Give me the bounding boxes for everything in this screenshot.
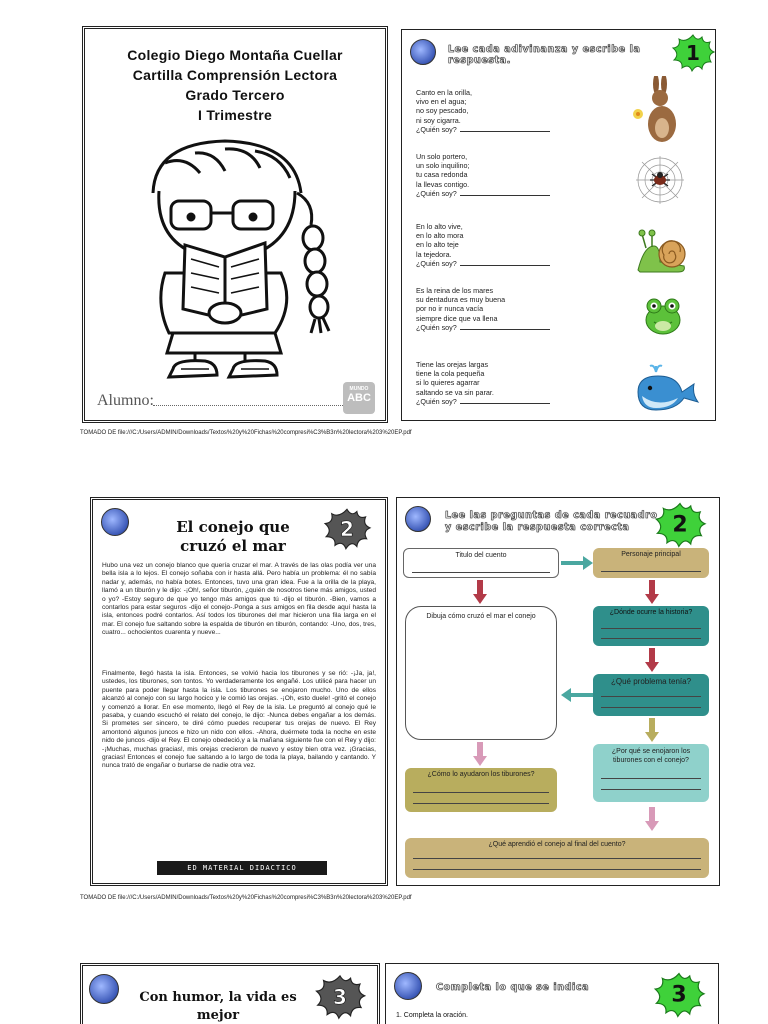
riddle-4: [416, 286, 550, 332]
helped-answer-line-1[interactable]: [413, 792, 549, 793]
riddle-1-answer-line[interactable]: [460, 131, 550, 132]
mundo-abc-badge-top: MUNDO: [349, 386, 369, 392]
red-down-arrow-icon: [645, 648, 659, 672]
riddle-2-line-2: un solo inquilino;: [416, 161, 470, 171]
gray-splat-number-3: [313, 972, 367, 1022]
riddle-5-line-3: si lo quieres agarrar: [416, 378, 480, 388]
main-character-box[interactable]: [593, 548, 709, 578]
snail-icon: [634, 226, 690, 276]
riddle-1-line-3: no soy pescado,: [416, 106, 469, 116]
riddle-4-line-3: por no ir nunca vacía: [416, 304, 484, 314]
teal-left-arrow-icon: [561, 688, 593, 702]
story-title-line-1: El conejo que: [176, 518, 290, 536]
riddle-2-line-4: la llevas contigo.: [416, 179, 470, 189]
cover-school-name: Colegio Diego Montaña Cuellar: [127, 47, 343, 63]
riddle-4-question: ¿Quién soy?: [416, 322, 457, 332]
why-box[interactable]: [593, 744, 709, 802]
riddle-1-line-4: ni soy cigarra.: [416, 115, 461, 125]
where-box[interactable]: [593, 606, 709, 646]
mundo-abc-badge: [343, 382, 375, 414]
frog-icon: [640, 292, 686, 338]
cover-term: I Trimestre: [197, 107, 273, 123]
humor-title-line-1: Con humor, la vida es: [139, 990, 297, 1005]
riddle-2-question: ¿Quién soy?: [416, 188, 457, 198]
humor-title-line-2: mejor: [196, 1008, 240, 1023]
riddle-3-line-2: en lo alto mora: [416, 231, 464, 241]
riddle-5: [416, 360, 550, 406]
cover-student-line[interactable]: [153, 405, 343, 406]
riddle-5-question: ¿Quién soy?: [416, 396, 457, 406]
where-box-label: ¿Dónde ocurre la historia?: [609, 609, 693, 616]
story-footer-banner: ED MATERIAL DIDACTICO: [157, 861, 327, 875]
gray-splat-number-2: [321, 506, 373, 552]
story-paragraph-1: Hubo una vez un conejo blanco que quería cruzar el mar. A través de las olas podía ver una bella isla a lo lejos. El conejo soñaba con ir hasta allá. Pero había un problema: él no sabía nadar y, además, no había botes. Entonces, tuvo una gran idea. Fue a la orilla de la playa, llamó a un tiburón y le dijo: -¡Oh!, señor tiburón, ¿quién de nosotros tiene más amigos, usted o yo? -Estoy seguro de que yo tengo más amigos que tú -dijo el tiburón. -Bien, vamos a contarlos para estar seguros -dijo el conejo-.Ponga a sus amigos en fila desde aquí hasta la isla, entonces podré contarlos. Así todos los tiburones del mar hicieron una fila larga en el mar. El conejo fue saltando sobre la espalda de tiburón en tiburón, contando: -Uno, dos, tres, cuatro... ochocientos cuarenta y nueve...: [102, 562, 376, 637]
source-caption-2: TOMADO DE file:///C:/Users/ADMIN/Downloads/Textos%20y%20Fichas%20compresi%C3%B3n%20lectora%203%20EP.pdf: [80, 895, 412, 901]
story-page-number: 2: [340, 517, 354, 541]
riddle-3: [416, 222, 550, 268]
riddle-5-line-1: Tiene las orejas largas: [416, 360, 489, 369]
problem-box[interactable]: [593, 674, 709, 716]
whale-icon: [632, 362, 702, 418]
riddles-page: [401, 29, 716, 421]
why-answer-line-2[interactable]: [601, 789, 701, 790]
riddles-page-number: 1: [686, 41, 700, 65]
girl-reading-illustration: [125, 133, 353, 389]
why-answer-line-1[interactable]: [601, 778, 701, 779]
school-logo-icon: [89, 974, 119, 1004]
riddle-3-line-1: En lo alto vive,: [416, 222, 463, 231]
teal-right-arrow-icon: [561, 556, 593, 570]
humor-page-number: 3: [333, 985, 347, 1009]
title-box[interactable]: [403, 548, 559, 578]
drawing-box[interactable]: [405, 606, 557, 740]
green-splat-number-2: [649, 500, 711, 550]
problem-box-label: ¿Qué problema tenía?: [610, 677, 692, 686]
school-logo-icon: [405, 506, 431, 532]
green-splat-number-3: [648, 970, 710, 1020]
complete-page: [385, 963, 719, 1024]
story-title-line-2: cruzó el mar: [180, 537, 286, 555]
riddle-5-answer-line[interactable]: [460, 403, 550, 404]
main-character-label: Personaje principal: [621, 551, 681, 558]
where-answer-line-2[interactable]: [601, 638, 701, 639]
source-caption-1: TOMADO DE file:///C:/Users/ADMIN/Downloads/Textos%20y%20Fichas%20compresi%C3%B3n%20lectora%203%20EP.pdf: [80, 430, 412, 436]
pink-down-arrow-icon: [473, 742, 487, 766]
riddle-2-answer-line[interactable]: [460, 195, 550, 196]
school-logo-icon: [394, 972, 422, 1000]
riddle-4-line-1: Es la reina de los mares: [416, 286, 494, 295]
questions-instruction-line-2: y escribe la respuesta correcta: [445, 522, 630, 533]
humor-page: [80, 963, 380, 1024]
cover-page: [82, 26, 388, 423]
riddle-1-line-2: vivo en el agua;: [416, 97, 467, 107]
riddle-4-line-2: su dentadura es muy buena: [416, 295, 506, 305]
riddle-3-line-3: en lo alto teje: [416, 240, 459, 250]
complete-item-1: 1. Completa la oración.: [396, 1012, 468, 1019]
red-down-arrow-icon: [473, 580, 487, 604]
questions-page-number: 2: [672, 512, 688, 538]
riddle-4-line-4: siempre dice que va llena: [416, 313, 498, 323]
riddle-2-line-3: tu casa redonda: [416, 170, 468, 180]
mundo-abc-badge-text: ABC: [347, 392, 371, 404]
helped-box[interactable]: [405, 768, 557, 812]
helped-box-label: ¿Cómo lo ayudaron los tiburones?: [427, 771, 535, 778]
learned-answer-line-1[interactable]: [413, 858, 701, 859]
complete-page-number: 3: [671, 982, 687, 1008]
title-box-label: Titulo del cuento: [455, 552, 507, 559]
title-answer-line[interactable]: [412, 572, 550, 573]
story-paragraph-2: Finalmente, llegó hasta la isla. Entonces, se volvió hacia los tiburones y se rió: -¡Ja, ja!, ustedes, los tiburones, son tontos. Yo verdaderamente los engañé. Los utilicé para hacer un puente para poder llegar hasta la isla. Los tiburones se enojaron mucho. Uno de ellos alcanzó al conejo con su largo hocico y le comió las orejas. -¡Oh, esto duele! -gritó el conejo y comenzó a llorar. En ese momento, llegó el Rey de la isla. Le preguntó al conejo qué le pasaba, y cuando escuchó el relato del conejo, le dijo: -Nunca debes engañar a los demás. Si prometes ser sincero, te diré cómo puedes recuperar tus orejas de nuevo. El Rey amontonó algunos juncos e hizo un nido con ellos. -Ahora, duérmete toda la noche en este nido de juncos -dijo el Rey. El conejo obedeció,y a la mañana siguiente fue con el Rey y dijo: -¡Muchas, muchas gracias!, mis orejas crecieron de nuevo y estoy bien otra vez. ¡Gracias, gracias! Entonces el conejo fue saltando a lo largo de toda la playa, bailando y cantando. Y nunca trató de engañar o burlarse de nadie otra vez.: [102, 670, 376, 770]
problem-answer-line-1[interactable]: [601, 696, 701, 697]
riddle-2-line-1: Un solo portero,: [416, 152, 468, 161]
drawing-box-label: Dibuja cómo cruzó el mar el conejo: [426, 613, 536, 620]
riddles-instruction: Lee cada adivinanza y escribe la respuesta.: [448, 44, 641, 66]
school-logo-icon: [101, 508, 129, 536]
olive-down-arrow-icon: [645, 718, 659, 742]
riddle-4-answer-line[interactable]: [460, 329, 550, 330]
where-answer-line-1[interactable]: [601, 628, 701, 629]
problem-answer-line-2[interactable]: [601, 707, 701, 708]
main-character-answer-line[interactable]: [601, 571, 701, 572]
riddle-1-question: ¿Quién soy?: [416, 124, 457, 134]
red-down-arrow-icon: [645, 580, 659, 604]
green-splat-number-1: [670, 32, 716, 74]
learned-box[interactable]: [405, 838, 709, 878]
riddle-5-line-2: tiene la cola pequeña: [416, 369, 485, 379]
cover-student-label: Alumno:: [97, 392, 154, 409]
riddle-1-line-1: Canto en la orilla,: [416, 88, 472, 97]
questions-instruction-line-1: Lee las preguntas de cada recuadro: [445, 510, 658, 521]
story-page: [90, 497, 388, 886]
rabbit-icon: [628, 76, 688, 146]
questions-page: [396, 497, 720, 886]
learned-answer-line-2[interactable]: [413, 869, 701, 870]
riddle-3-answer-line[interactable]: [460, 265, 550, 266]
helped-answer-line-2[interactable]: [413, 803, 549, 804]
why-box-label: ¿Por qué se enojaron los tiburones con el conejo?: [611, 748, 691, 764]
riddle-2: [416, 152, 550, 198]
riddle-3-question: ¿Quién soy?: [416, 258, 457, 268]
riddle-3-line-4: la tejedora.: [416, 249, 452, 259]
cover-grade: Grado Tercero: [185, 87, 285, 103]
riddle-5-line-4: saltando se va sin parar.: [416, 387, 494, 397]
cover-booklet-title: Cartilla Comprensión Lectora: [132, 67, 338, 83]
learned-box-label: ¿Qué aprendió el conejo al final del cuento?: [488, 841, 626, 848]
spider-icon: [634, 156, 686, 204]
pink-down-arrow-icon: [645, 806, 659, 832]
complete-instruction: Completa lo que se indica: [436, 982, 590, 993]
riddle-1: [416, 88, 550, 134]
school-logo-icon: [410, 39, 436, 65]
